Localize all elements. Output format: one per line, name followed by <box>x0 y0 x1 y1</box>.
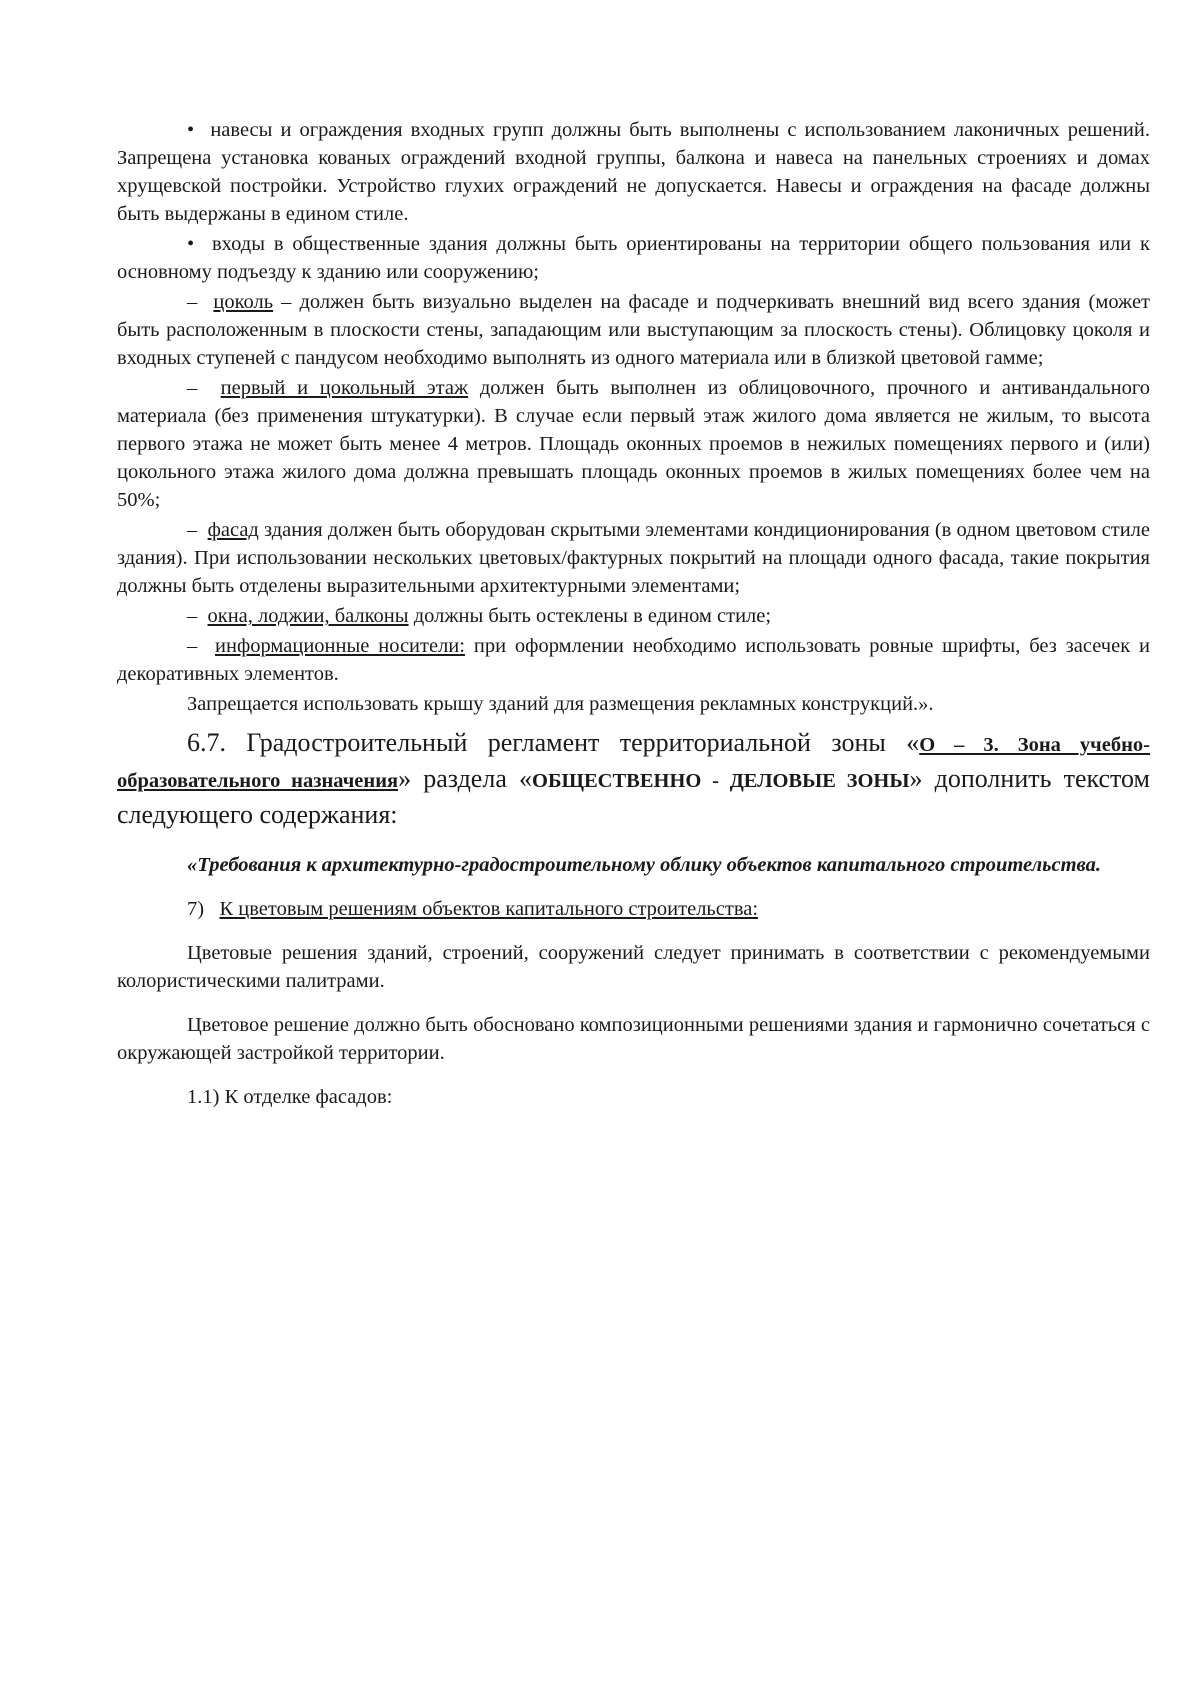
section-lead: 6.7. Градостроительный регламент территориальной зоны « <box>187 728 920 757</box>
item-text: должны быть остеклены в едином стиле; <box>408 605 772 627</box>
item-facade <box>117 516 1150 600</box>
term-facade: фасад <box>207 519 259 541</box>
color-heading: К цветовым решениям объектов капитального строительства: <box>219 898 759 920</box>
section-tail: » дополнить текстом следующего содержания: <box>117 764 1150 829</box>
facade-finish-heading: 1.1) К отделке фасадов: <box>187 1086 393 1108</box>
dash: – <box>187 519 208 541</box>
item-floor <box>117 374 1150 514</box>
bullet-paragraph <box>117 230 1150 286</box>
item-text: должен быть выполнен из облицовочного, прочного и антивандального материала (без применения штукатурки). В случае если первый этаж жилого дома является не жилым, то высота первого этажа не может быть менее 4 метров. Площадь оконных проемов в нежилых помещениях первого и (или) цокольного этажа жилого дома должна превышать площадь оконных проемов в жилых помещениях более чем на 50%; <box>117 377 1150 511</box>
section-name: ОБЩЕСТВЕННО - ДЕЛОВЫЕ ЗОНЫ <box>532 770 910 792</box>
section-6-7 <box>117 726 1150 831</box>
bullet-paragraph <box>117 116 1150 228</box>
bullet-text: навесы и ограждения входных групп должны быть выполнены с использованием лаконичных решений. Запрещена установка кованых ограждений входной группы, балкона и навеса на панельных строениях и домах хрущевской постройки. Устройство глухих ограждений не допускается. Навесы и ограждения на фасаде должны быть выдержаны в едином стиле. <box>117 119 1150 225</box>
zone-name: О – 3. Зона учебно-образовательного назначения <box>117 734 1150 792</box>
dash: – <box>187 377 221 399</box>
dash: – <box>187 291 214 313</box>
item-text: здания должен быть оборудован скрытыми элементами кондиционирования (в одном цветовом стиле здания). При использовании нескольких цветовых/фактурных покрытий на площади одного фасада, такие покрытия должны быть отделены выразительными архитектурными элементами; <box>117 519 1151 597</box>
bullet-dot: • <box>187 119 211 141</box>
term-windows: окна, лоджии, балконы <box>207 605 409 627</box>
item-info <box>117 632 1150 688</box>
color-heading-number: 7) <box>187 898 205 920</box>
color-heading-paragraph <box>117 895 1150 923</box>
item-text: при оформлении необходимо использовать ровные шрифты, без засечек и декоративных элементов. <box>117 635 1151 685</box>
color-paragraph-2: Цветовое решение должно быть обосновано композиционными решениями здания и гармонично сочетаться с окружающей застройкой территории. <box>117 1014 1150 1064</box>
item-text: – должен быть визуально выделен на фасаде и подчеркивать внешний вид всего здания (может быть расположенным в плоскости стены, западающим или выступающим за плоскость стены). Облицовку цоколя и входных ступеней с пандусом необходимо выполнять из одного материала или в близкой цветовой гамме; <box>117 291 1151 369</box>
roof-paragraph: Запрещается использовать крышу зданий для размещения рекламных конструкций.». <box>187 693 934 715</box>
dash: – <box>187 605 208 627</box>
term-floor: первый и цокольный этаж <box>220 377 469 399</box>
item-windows <box>117 602 1150 630</box>
dash: – <box>187 635 215 657</box>
section-mid: » раздела « <box>398 764 532 793</box>
color-paragraph-1: Цветовые решения зданий, строений, сооружений следует принимать в соответствии с рекомендуемыми колористическими палитрами. <box>117 942 1150 992</box>
bullet-text: входы в общественные здания должны быть ориентированы на территории общего пользования или к основному подъезду к зданию или сооружению; <box>117 233 1150 283</box>
item-tsokol <box>117 288 1150 372</box>
document-body <box>117 116 1150 1111</box>
requirements-title: «Требования к архитектурно-градостроительному облику объектов капитального строительства. <box>187 854 1101 876</box>
term-tsokol: цоколь <box>213 291 274 313</box>
bullet-dot: • <box>187 233 212 255</box>
term-info: информационные носители: <box>215 635 465 657</box>
